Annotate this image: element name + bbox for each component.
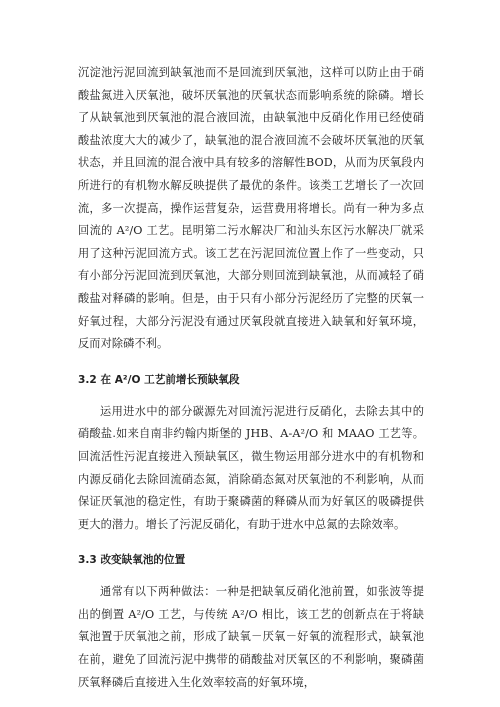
paragraph-pre-anoxic: 运用进水中的部分碳源先对回流污泥进行反硝化，去除去其中的硝酸盐.如来自南非约翰内斯堡的 JHB、A-A²/O 和 MAAO 工艺等。回流活性污泥直接进入预缺氧区，微生物运用部分进水中的有机物和内源反硝化去除回流硝态氮，消除硝态氮对厌氧池的不利影响，从而保证厌氧池的稳定性，有助于聚磷菌的释磷从而为好氧区的吸磷提供更大的潜力。增长了污泥反硝化，有助于进水中总氮的去除效率。 [78, 404, 424, 531]
spacer [78, 571, 424, 581]
document-page [78, 62, 424, 694]
spacer [78, 391, 424, 401]
paragraph-sludge-return: 沉淀池污泥回流到缺氧池而不是回流到厌氧池，这样可以防止由于硝酸盐氮进入厌氧池，破坏厌氧池的厌氧状态而影响系统的除磷。增长了从缺氧池到厌氧池的混合液回流，由缺氧池中反硝化作用已经使硝酸盐浓度大大的减少了，缺氧池的混合液回流不会破坏厌氧池的厌氧状态，并且回流的混合液中具有较多的溶解性BOD，从而为厌氧段内所进行的有机物水解反映提供了最优的条件。该类工艺增长了一次回流，多一次提高，操作运营复杂，运营费用将增长。尚有一种为多点回流的 A²/O 工艺。昆明第二污水解决厂和汕头东区污水解决厂就采用了这种污泥回流方式。该工艺在污泥回流位置上作了一些变动，只有小部分污泥回流到厌氧池，大部分则回流到缺氧池，从而减轻了硝酸盐对释磷的影响。但是，由于只有小部分污泥经历了完整的厌氧一好氧过程，大部分污泥没有通过厌氧段就直接进入缺氧和好氧环境，反而对除磷不利。 [78, 66, 424, 351]
spacer [78, 536, 424, 549]
section-heading-3-2: 3.2 在 A²/O 工艺前增长预缺氧段 [78, 373, 240, 386]
spacer [78, 356, 424, 369]
paragraph-anoxic-position: 通常有以下两种做法：一种是把缺氧反硝化池前置，如张波等提出的倒置 A²/O 工艺，与传统 A²/O 相比，该工艺的创新点在于将缺氧池置于厌氧池之前，形成了缺氧－厌氧－好氧的流程形式，缺氧池在前，避免了回流污泥中携带的硝酸盐对厌氧区的不利影响，聚磷菌厌氧释磷后直接进入生化效率较高的好氧环境， [78, 585, 424, 689]
section-heading-3-3: 3.3 改变缺氧池的位置 [78, 554, 186, 567]
